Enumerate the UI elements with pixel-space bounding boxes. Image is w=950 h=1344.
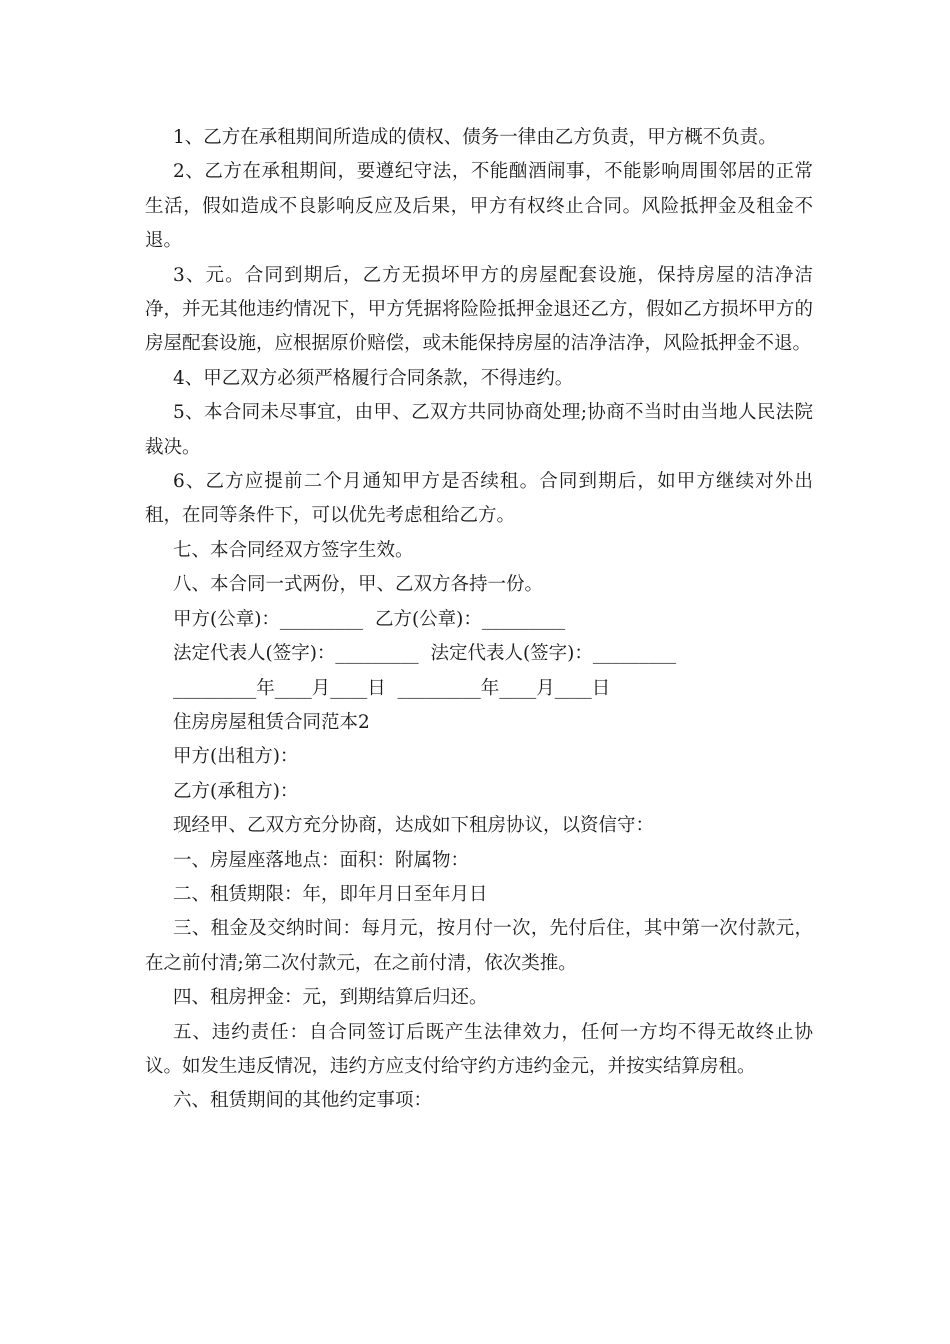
signature-date-line: _________年____月____日 _________年____月____日 — [173, 677, 611, 699]
paragraph-clause-7: 七、本合同经双方签字生效。 — [173, 539, 414, 561]
signature-representative-line: 法定代表人(签字)：_________ 法定代表人(签字)：_________ — [173, 643, 677, 665]
signature-seal-line: 甲方(公章)：_________ 乙方(公章)：_________ — [173, 608, 566, 630]
article-4: 四、租房押金：元，到期结算后归还。 — [173, 987, 488, 1009]
article-3: 三、租金及交纳时间：每月元，按月付一次，先付后住，其中第一次付款元，在之前付清;第二次付款元，在之前付清，依次类推。 — [145, 918, 813, 974]
paragraph-clause-4: 4、甲乙双方必须严格履行合同条款，不得违约。 — [173, 367, 574, 389]
document-body — [145, 121, 813, 1119]
agreement-intro: 现经甲、乙双方充分协商，达成如下租房协议，以资信守： — [173, 815, 655, 837]
paragraph-clause-2: 2、乙方在承租期间，要遵纪守法，不能酗酒闹事，不能影响周围邻居的正常生活，假如造成不良影响反应及后果，甲方有权终止合同。风险抵押金及租金不退。 — [145, 161, 813, 252]
article-2: 二、租赁期限：年，即年月日至年月日 — [173, 883, 488, 905]
paragraph-clause-1: 1、乙方在承租期间所造成的债权、债务一律由乙方负责，甲方概不负责。 — [173, 127, 777, 148]
paragraph-clause-3: 3、元。合同到期后，乙方无损坏甲方的房屋配套设施，保持房屋的洁净洁净，并无其他违约情况下，甲方凭据将险险抵押金退还乙方，假如乙方损坏甲方的房屋配套设施，应根据原价赔偿，或未能保持房屋的洁净洁净，风险抵押金不退。 — [145, 264, 813, 355]
paragraph-clause-8: 八、本合同一式两份，甲、乙双方各持一份。 — [173, 574, 544, 596]
paragraph-clause-6: 6、乙方应提前二个月通知甲方是否续租。合同到期后，如甲方继续对外出租，在同等条件下，可以优先考虑租给乙方。 — [145, 471, 813, 527]
article-6: 六、租赁期间的其他约定事项： — [173, 1090, 433, 1112]
paragraph-clause-5: 5、本合同未尽事宜，由甲、乙双方共同协商处理;协商不当时由当地人民法院裁决。 — [145, 402, 813, 458]
party-b-line: 乙方(承租方)： — [173, 780, 299, 802]
article-1: 一、房屋座落地点：面积：附属物： — [173, 849, 470, 871]
party-a-line: 甲方(出租方)： — [173, 746, 299, 768]
section-title: 住房房屋租赁合同范本2 — [173, 711, 370, 733]
article-5: 五、违约责任：自合同签订后既产生法律效力，任何一方均不得无故终止协议。如发生违反情况，违约方应支付给守约方违约金元，并按实结算房租。 — [145, 1021, 813, 1077]
